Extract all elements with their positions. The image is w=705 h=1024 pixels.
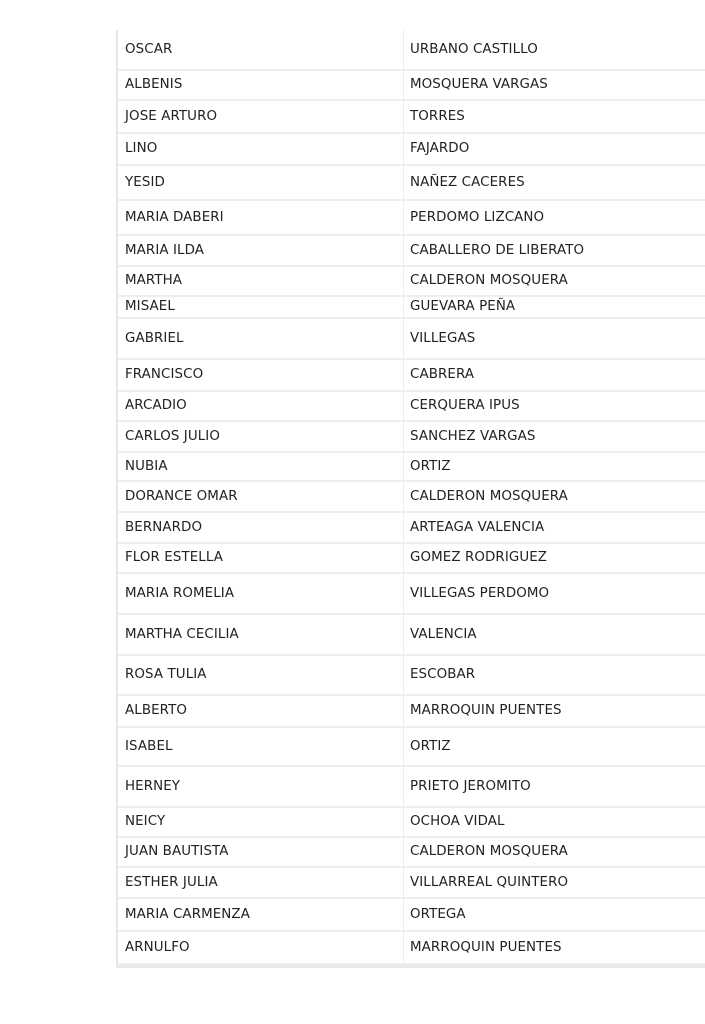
last-name-cell: TORRES [410,108,465,124]
last-name-cell: MARROQUIN PUENTES [410,703,562,719]
names-table [116,30,705,968]
last-name-cell: SANCHEZ VARGAS [410,428,536,444]
first-name-cell: MARTHA [118,267,404,295]
table-row [118,201,705,236]
table-row [118,696,705,728]
first-name-cell: ISABEL [118,728,404,765]
last-name-cell: GUEVARA PEÑA [410,299,516,315]
first-name-cell: ALBERTO [118,696,404,726]
table-row [118,297,705,319]
table-row [118,482,705,513]
last-name-cell: CABALLERO DE LIBERATO [410,242,585,258]
last-name-cell: FAJARDO [410,141,470,157]
first-name-cell: MISAEL [118,297,404,317]
last-name-cell: ORTIZ [410,738,451,754]
table-row [118,30,705,71]
table-row [118,513,705,544]
first-name-cell: JUAN BAUTISTA [118,838,404,866]
last-name-cell: CALDERON MOSQUERA [410,844,568,860]
first-name-cell: LINO [118,134,404,164]
last-name-cell: CERQUERA IPUS [410,398,520,414]
last-name-cell: ORTIZ [410,458,451,474]
table-row [118,360,705,392]
first-name-cell: MARTHA CECILIA [118,615,404,654]
table-row [118,453,705,482]
table-row [118,267,705,297]
first-name-cell: FRANCISCO [118,360,404,390]
first-name-cell: GABRIEL [118,319,404,358]
first-name-cell: FLOR ESTELLA [118,544,404,572]
last-name-cell: ESCOBAR [410,667,476,683]
table-row [118,932,705,965]
last-name-cell: URBANO CASTILLO [410,41,538,57]
table-row [118,392,705,422]
first-name-cell: ARCADIO [118,392,404,420]
last-name-cell: NAÑEZ CACERES [410,174,525,190]
table-row [118,422,705,453]
table-row [118,615,705,656]
last-name-cell: ARTEAGA VALENCIA [410,519,545,535]
table-row [118,728,705,767]
last-name-cell: CABRERA [410,367,475,383]
last-name-cell: PERDOMO LIZCANO [410,209,545,225]
table-row [118,71,705,101]
first-name-cell: NUBIA [118,453,404,480]
table-row [118,236,705,267]
last-name-cell: VILLARREAL QUINTERO [410,874,569,890]
table-row [118,838,705,868]
table-row [118,544,705,574]
first-name-cell: OSCAR [118,30,404,69]
last-name-cell: CALDERON MOSQUERA [410,273,568,289]
table-row [118,574,705,615]
first-name-cell: ROSA TULIA [118,656,404,694]
table-row [118,808,705,838]
first-name-cell: BERNARDO [118,513,404,542]
first-name-cell: ESTHER JULIA [118,868,404,897]
last-name-cell: MARROQUIN PUENTES [410,939,562,955]
first-name-cell: HERNEY [118,767,404,806]
first-name-cell: MARIA ILDA [118,236,404,265]
table-row [118,101,705,134]
last-name-cell: VALENCIA [410,626,477,642]
last-name-cell: VILLEGAS [410,330,476,346]
first-name-cell: MARIA ROMELIA [118,574,404,613]
first-name-cell: YESID [118,166,404,199]
table-row [118,868,705,899]
last-name-cell: OCHOA VIDAL [410,814,505,830]
last-name-cell: VILLEGAS PERDOMO [410,585,550,601]
first-name-cell: DORANCE OMAR [118,482,404,511]
first-name-cell: ARNULFO [118,932,404,963]
first-name-cell: MARIA CARMENZA [118,899,404,930]
first-name-cell: CARLOS JULIO [118,422,404,451]
first-name-cell: MARIA DABERI [118,201,404,234]
table-row [118,656,705,696]
last-name-cell: GOMEZ RODRIGUEZ [410,550,548,566]
first-name-cell: JOSE ARTURO [118,101,404,132]
last-name-cell: PRIETO JEROMITO [410,778,531,794]
table-row [118,166,705,201]
table-row [118,134,705,166]
table-row [118,767,705,808]
table-row [118,899,705,932]
last-name-cell: ORTEGA [410,906,466,922]
first-name-cell: NEICY [118,808,404,836]
table-row [118,319,705,360]
first-name-cell: ALBENIS [118,71,404,99]
last-name-cell: MOSQUERA VARGAS [410,77,548,93]
last-name-cell: CALDERON MOSQUERA [410,488,568,504]
